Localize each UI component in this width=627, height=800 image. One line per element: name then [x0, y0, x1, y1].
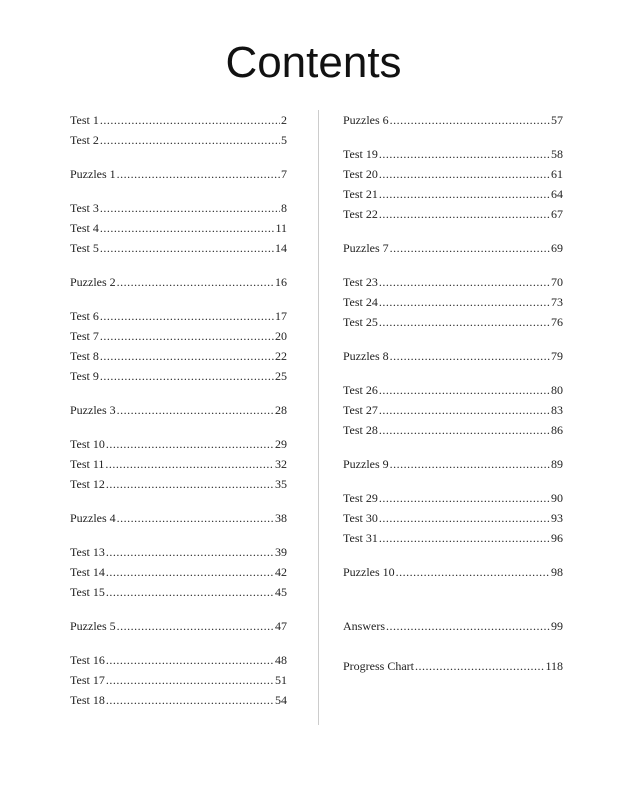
toc-entry-label: Test 31: [343, 531, 378, 545]
toc-leader-dots: [117, 618, 274, 634]
toc-leader-dots: [379, 186, 550, 202]
toc-entry-page: 73: [551, 295, 563, 309]
toc-entry: [70, 510, 287, 526]
toc-entry: [343, 402, 563, 418]
toc-entry-label: Test 9: [70, 369, 99, 383]
toc-entry: [343, 274, 563, 290]
toc-entry-page: 8: [281, 201, 287, 215]
toc-leader-dots: [100, 220, 275, 236]
toc-leader-dots: [415, 658, 544, 674]
toc-entry-label: Test 14: [70, 565, 105, 579]
toc-entry-label: Test 18: [70, 693, 105, 707]
toc-entry-page: 89: [551, 457, 563, 471]
toc-entry: [343, 186, 563, 202]
toc-entry: [70, 692, 287, 708]
toc-entry: [70, 672, 287, 688]
toc-entry-page: 76: [551, 315, 563, 329]
toc-entry-page: 25: [275, 369, 287, 383]
toc-entry-page: 38: [275, 511, 287, 525]
page-title: Contents: [225, 38, 402, 87]
toc-entry-label: Test 5: [70, 241, 99, 255]
toc-entry-page: 93: [551, 511, 563, 525]
toc-entry-label: Test 6: [70, 309, 99, 323]
toc-entry: [343, 422, 563, 438]
toc-entry-label: Test 15: [70, 585, 105, 599]
toc-leader-dots: [106, 564, 274, 580]
toc-leader-dots: [390, 348, 550, 364]
toc-entry: [70, 132, 287, 148]
toc-entry-page: 28: [275, 403, 287, 417]
toc-leader-dots: [117, 402, 274, 418]
toc-entry-label: Answers: [343, 619, 385, 633]
toc-leader-dots: [106, 692, 274, 708]
toc-entry: [343, 206, 563, 222]
toc-entry-label: Test 2: [70, 133, 99, 147]
toc-entry-page: 64: [551, 187, 563, 201]
toc-entry-label: Puzzles 3: [70, 403, 116, 417]
toc-leader-dots: [379, 422, 550, 438]
toc-leader-dots: [379, 402, 550, 418]
toc-entry-label: Test 8: [70, 349, 99, 363]
toc-leader-dots: [100, 328, 274, 344]
toc-leader-dots: [379, 382, 550, 398]
toc-entry: [70, 618, 287, 634]
toc-entry-page: 11: [275, 221, 287, 235]
toc-entry-label: Test 10: [70, 437, 105, 451]
toc-entry: [70, 348, 287, 364]
toc-entry-label: Puzzles 2: [70, 275, 116, 289]
toc-entry: [70, 564, 287, 580]
toc-leader-dots: [379, 146, 550, 162]
toc-entry-label: Test 3: [70, 201, 99, 215]
toc-entry-label: Puzzles 6: [343, 113, 389, 127]
toc-entry-label: Puzzles 9: [343, 457, 389, 471]
toc-entry-page: 99: [551, 619, 563, 633]
toc-entry: [70, 476, 287, 492]
toc-entry: [70, 166, 287, 182]
toc-entry-label: Test 25: [343, 315, 378, 329]
toc-entry-label: Test 7: [70, 329, 99, 343]
toc-entry-page: 45: [275, 585, 287, 599]
toc-entry-label: Test 19: [343, 147, 378, 161]
toc-entry-page: 39: [275, 545, 287, 559]
toc-entry: [343, 314, 563, 330]
toc-leader-dots: [390, 240, 550, 256]
toc-entry-page: 14: [275, 241, 287, 255]
toc-entry-label: Puzzles 10: [343, 565, 395, 579]
toc-entry: [343, 456, 563, 472]
toc-entry-label: Puzzles 5: [70, 619, 116, 633]
toc-leader-dots: [379, 490, 550, 506]
toc-leader-dots: [117, 166, 280, 182]
toc-entry: [70, 274, 287, 290]
toc-entry: [70, 544, 287, 560]
toc-entry-label: Test 26: [343, 383, 378, 397]
toc-entry-page: 80: [551, 383, 563, 397]
toc-entry-page: 118: [545, 659, 563, 673]
toc-entry-label: Test 17: [70, 673, 105, 687]
toc-leader-dots: [106, 436, 274, 452]
toc-entry: [70, 112, 287, 128]
toc-entry-page: 16: [275, 275, 287, 289]
toc-entry-page: 7: [281, 167, 287, 181]
toc-entry: [70, 584, 287, 600]
toc-entry-page: 58: [551, 147, 563, 161]
toc-leader-dots: [100, 132, 280, 148]
toc-leader-dots: [386, 618, 550, 634]
toc-entry-page: 35: [275, 477, 287, 491]
toc-entry: [343, 564, 563, 580]
toc-entry-label: Test 29: [343, 491, 378, 505]
toc-entry: [343, 112, 563, 128]
toc-entry-page: 2: [281, 113, 287, 127]
toc-leader-dots: [379, 274, 550, 290]
toc-entry-label: Test 1: [70, 113, 99, 127]
toc-entry-page: 32: [275, 457, 287, 471]
toc-entry: [343, 348, 563, 364]
toc-entry-label: Test 11: [70, 457, 105, 471]
toc-entry-label: Test 24: [343, 295, 378, 309]
toc-entry: [70, 652, 287, 668]
toc-entry: [70, 220, 287, 236]
toc-entry: [343, 530, 563, 546]
toc-entry-page: 42: [275, 565, 287, 579]
toc-entry: [343, 294, 563, 310]
toc-entry-page: 57: [551, 113, 563, 127]
toc-entry-page: 67: [551, 207, 563, 221]
toc-entry-label: Test 27: [343, 403, 378, 417]
toc-leader-dots: [117, 274, 274, 290]
toc-entry-page: 20: [275, 329, 287, 343]
toc-entry: [70, 328, 287, 344]
toc-leader-dots: [100, 308, 274, 324]
toc-leader-dots: [106, 544, 274, 560]
toc-entry: [343, 658, 563, 674]
toc-entry: [343, 382, 563, 398]
toc-entry-label: Puzzles 1: [70, 167, 116, 181]
toc-entry: [70, 200, 287, 216]
toc-leader-dots: [106, 476, 274, 492]
toc-leader-dots: [390, 112, 550, 128]
toc-entry-page: 86: [551, 423, 563, 437]
toc-leader-dots: [106, 652, 274, 668]
toc-entry-page: 51: [275, 673, 287, 687]
toc-entry-page: 70: [551, 275, 563, 289]
toc-leader-dots: [390, 456, 550, 472]
toc-leader-dots: [379, 206, 550, 222]
toc-entry-page: 90: [551, 491, 563, 505]
toc-leader-dots: [396, 564, 550, 580]
toc-leader-dots: [100, 348, 274, 364]
toc-entry-page: 47: [275, 619, 287, 633]
toc-entry: [343, 490, 563, 506]
toc-leader-dots: [106, 672, 274, 688]
toc-leader-dots: [379, 294, 550, 310]
toc-entry-label: Test 12: [70, 477, 105, 491]
toc-entry-label: Test 20: [343, 167, 378, 181]
toc-entry: [70, 368, 287, 384]
toc-leader-dots: [106, 584, 274, 600]
toc-entry-page: 48: [275, 653, 287, 667]
toc-entry-page: 98: [551, 565, 563, 579]
toc-entry-label: Test 13: [70, 545, 105, 559]
toc-entry: [70, 402, 287, 418]
toc-entry: [70, 308, 287, 324]
toc-entry-page: 17: [275, 309, 287, 323]
toc-leader-dots: [379, 166, 550, 182]
toc-leader-dots: [117, 510, 274, 526]
toc-leader-dots: [379, 314, 550, 330]
toc-leader-dots: [100, 200, 280, 216]
toc-entry-label: Test 4: [70, 221, 99, 235]
toc-leader-dots: [379, 530, 550, 546]
toc-leader-dots: [100, 368, 274, 384]
toc-entry-page: 61: [551, 167, 563, 181]
toc-entry-label: Puzzles 7: [343, 241, 389, 255]
toc-entry-page: 22: [275, 349, 287, 363]
toc-entry: [70, 456, 287, 472]
toc-leader-dots: [100, 240, 274, 256]
toc-entry: [70, 240, 287, 256]
toc-entry: [343, 166, 563, 182]
toc-entry-page: 83: [551, 403, 563, 417]
toc-entry-page: 96: [551, 531, 563, 545]
toc-entry-label: Puzzles 4: [70, 511, 116, 525]
toc-entry-label: Test 21: [343, 187, 378, 201]
toc-entry: [343, 510, 563, 526]
toc-leader-dots: [105, 456, 274, 472]
toc-entry-label: Test 23: [343, 275, 378, 289]
toc-leader-dots: [100, 112, 280, 128]
toc-entry-page: 29: [275, 437, 287, 451]
toc-entry-label: Test 16: [70, 653, 105, 667]
toc-entry: [343, 146, 563, 162]
toc-entry-page: 69: [551, 241, 563, 255]
toc-entry-label: Test 30: [343, 511, 378, 525]
toc-entry-page: 54: [275, 693, 287, 707]
toc-entry: [343, 240, 563, 256]
toc-leader-dots: [379, 510, 550, 526]
toc-entry-label: Puzzles 8: [343, 349, 389, 363]
toc-entry-label: Test 22: [343, 207, 378, 221]
toc-entry: [70, 436, 287, 452]
toc-entry-page: 5: [281, 133, 287, 147]
toc-entry-label: Progress Chart: [343, 659, 414, 673]
column-divider: [318, 110, 319, 725]
toc-entry-page: 79: [551, 349, 563, 363]
toc-entry-label: Test 28: [343, 423, 378, 437]
toc-entry: [343, 618, 563, 634]
